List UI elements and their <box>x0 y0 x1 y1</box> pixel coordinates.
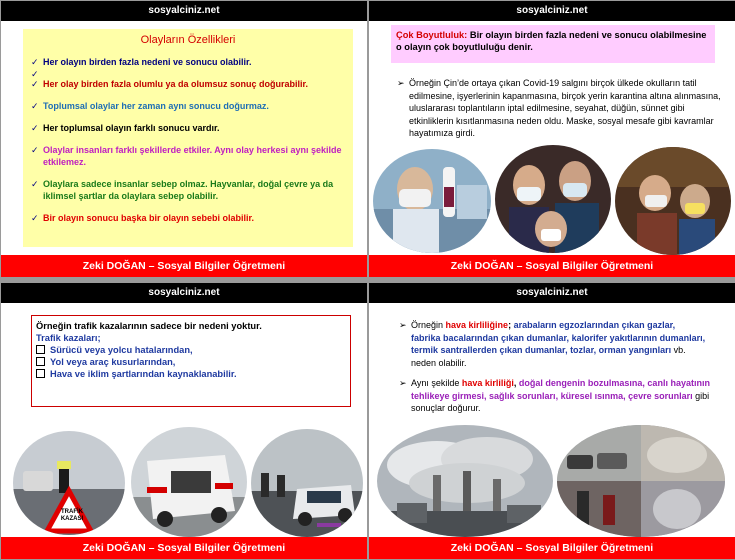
slide-traffic-accidents <box>1 283 367 559</box>
checkmark-icon: ✓ <box>31 179 39 189</box>
checkmark-icon: ✓ <box>31 145 39 155</box>
checkmark-icon: ✓ <box>31 213 39 223</box>
checkbox-bullet-icon <box>36 357 45 366</box>
pollution-effects: ➢ Aynı şekilde hava kirliliği, doğal dengenin bozulmasına, canlı hayatının tehlikeye girmesi, sağlık sorunları, küresel ısınma, çevre sorunları gibi sonuçlar doğurur. <box>399 378 710 413</box>
property-item: ✓ Bir olayın sonucu başka bir olayın sebebi olabilir. <box>31 213 255 223</box>
author-footer: Zeki DOĞAN – Sosyal Bilgiler Öğretmeni <box>369 255 735 277</box>
foggy-road-accident-photo <box>251 429 363 537</box>
checkmark-icon: ✓ <box>31 69 39 79</box>
site-header: sosyalciniz.net <box>1 283 367 303</box>
site-header: sosyalciniz.net <box>1 1 367 21</box>
factory-smoke-photo <box>377 425 553 537</box>
checkmark-icon: ✓ <box>31 57 39 67</box>
author-footer: Zeki DOĞAN – Sosyal Bilgiler Öğretmeni <box>369 537 735 559</box>
pollution-cause-list: arabaların egzozlarından çıkan gazlar, fabrika bacalarından çıkan dumanlar, kalorifer yakıtlarının dumanları, termik santrallerden çıkan dumanlar, tozlar, orman yangınları <box>411 320 706 355</box>
property-item: ✓ Olaylar insanları farklı şekillerde etkiler. Aynı olay herkesi aynı şekilde etkilemez. <box>31 145 342 167</box>
site-header: sosyalciniz.net <box>369 283 735 303</box>
property-item: ✓ Her olay birden fazla olumlu ya da olumsuz sonuç doğurabilir. <box>31 79 309 89</box>
smog-traffic-photo <box>557 425 725 537</box>
property-item: ✓ Olaylara sadece insanlar sebep olmaz. Hayvanlar, doğal çevre ya da iklimsel şartlar da olaylara sebep olabilir. <box>31 179 334 201</box>
traffic-cause-item: Hava ve iklim şartlarından kaynaklanabilir. <box>32 368 350 380</box>
traffic-heading: Trafik kazaları; <box>36 333 101 343</box>
definition-box <box>391 25 715 63</box>
property-item: ✓ Her olayın birden fazla nedeni ve sonucu olabilir. <box>31 57 252 67</box>
traffic-cause-item: Yol veya araç kusurlarından, <box>32 356 350 368</box>
author-footer: Zeki DOĞAN – Sosyal Bilgiler Öğretmeni <box>1 255 367 277</box>
traffic-causes-list <box>32 344 350 380</box>
traffic-intro: Örneğin trafik kazalarının sadece bir nedeni yoktur. <box>36 321 262 331</box>
site-header: sosyalciniz.net <box>369 1 735 21</box>
traffic-causes-box <box>31 315 351 407</box>
properties-title: Olayların Özellikleri <box>140 34 236 46</box>
traffic-sign-text: TRAFİK KAZASI <box>60 509 84 522</box>
covid-example <box>397 77 731 140</box>
properties-list <box>23 56 353 224</box>
arrow-bullet-icon: ➢ <box>397 78 405 88</box>
checkmark-icon: ✓ <box>31 79 39 89</box>
arrow-bullet-icon: ➢ <box>399 320 407 330</box>
slide-multidimensionality <box>369 1 735 277</box>
crashed-ambulance-photo <box>131 427 247 537</box>
highlight-air-pollution: hava kirliliğine <box>445 320 509 330</box>
checkmark-icon: ✓ <box>31 123 39 133</box>
properties-box <box>23 29 353 247</box>
accident-scene-photo <box>13 431 125 535</box>
masked-doctor-photo <box>373 149 491 253</box>
checkbox-bullet-icon <box>36 345 45 354</box>
definition: Bir olayın birden fazla nedeni ve sonucu olabilmesine o olayın çok boyutluluğu denir. <box>396 30 707 52</box>
pollution-causes: ➢ Örneğin hava kirliliğine; arabaların egzozlarından çıkan gazlar, fabrika bacalarından çıkan dumanlar, kalorifer yakıtlarının dumanları, termik santrallerden çıkan dumanlar, tozlar, orman yangınları vb. neden olabilir. <box>399 320 706 368</box>
masked-people-photo <box>495 145 611 253</box>
checkbox-bullet-icon <box>36 369 45 378</box>
author-footer: Zeki DOĞAN – Sosyal Bilgiler Öğretmeni <box>1 537 367 559</box>
highlight-air-pollution-2: hava kirliliği <box>461 378 514 388</box>
checkmark-icon: ✓ <box>31 101 39 111</box>
masked-child-photo <box>615 147 731 255</box>
traffic-cause-item: Sürücü veya yolcu hatalarından, <box>32 344 350 356</box>
term: Çok Boyutluluk: <box>396 30 468 40</box>
covid-example-text: Örneğin Çin’de ortaya çıkan Covid-19 salgını birçok ülkede okulların tatil edilmesine, işyerlerinin kapanmasına, birçok yerin karantina altına alınmasına, uluslararası toplantıların iptal edilmesine, seyahat, düğün, sünnet gibi etkinliklerin kısıtlanmasına neden oldu. Maske, sosyal mesafe gibi kavramlar hayatımıza girdi. <box>409 78 721 138</box>
property-item: ✓ Toplumsal olaylar her zaman aynı sonucu doğurmaz. <box>31 101 269 111</box>
arrow-bullet-icon: ➢ <box>399 378 407 388</box>
slide-event-properties <box>1 1 367 277</box>
property-item: ✓ Her toplumsal olayın farklı sonucu vardır. <box>31 123 220 133</box>
slide-air-pollution <box>369 283 735 559</box>
pollution-effect-list: doğal dengenin bozulmasına, canlı hayatının tehlikeye girmesi, sağlık sorunları, küresel ısınma, çevre sorunları <box>411 378 710 401</box>
